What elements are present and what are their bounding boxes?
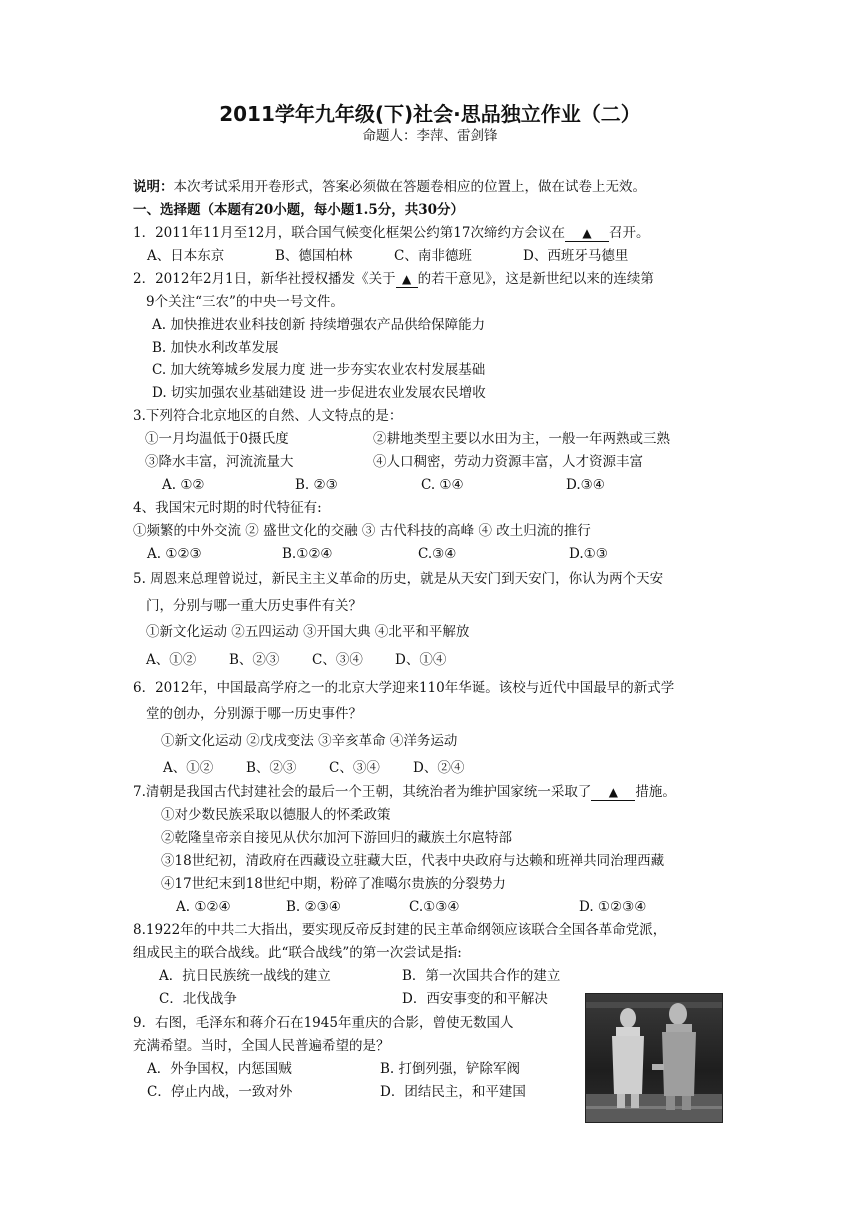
question-5-option-b: B、②③: [229, 652, 280, 668]
question-5-stem-line2: 门，分别与哪一重大历史事件有关？: [146, 598, 362, 614]
question-2-stem-text: 2．2012年2月1日，新华社授权播发《关于: [133, 271, 396, 287]
instruction-label: 说明：: [133, 179, 174, 195]
question-6-items: ①新文化运动 ②戊戌变法 ③辛亥革命 ④洋务运动: [161, 733, 458, 749]
question-3-option-c: C. ①④: [421, 477, 464, 493]
question-4-option-a: A. ①②③: [147, 546, 202, 562]
question-7-option-a: A. ①②④: [176, 899, 231, 915]
question-6-option-c: C、③④: [329, 760, 380, 776]
question-2-option-b: B. 加快水利改革发展: [152, 340, 279, 356]
question-6-option-b: B、②③: [246, 760, 297, 776]
question-9-stem-line2: 充满希望。当时，全国人民普遍希望的是？: [133, 1038, 390, 1054]
question-3-option-d: D.③④: [566, 477, 605, 493]
question-1-option-b: B、德国柏林: [275, 248, 353, 264]
question-6-option-a: A、①②: [163, 760, 214, 776]
question-2-option-d: D. 切实加强农业基础建设 进一步促进农业发展农民增收: [152, 385, 486, 401]
question-6-stem-line2: 堂的创办，分别源于哪一历史事件？: [146, 706, 362, 722]
question-3-item-2: ②耕地类型主要以水田为主，一般一年两熟或三熟: [373, 431, 670, 447]
question-3-item-3: ③降水丰富，河流流量大: [145, 454, 294, 470]
question-4-option-c: C.③④: [418, 546, 457, 562]
question-7-item-2: ②乾隆皇帝亲自接见从伏尔加河下游回归的藏族土尔扈特部: [161, 830, 512, 846]
question-8-stem: 8.1922年的中共二大指出，要实现反帝反封建的民主革命纲领应该联合全国各革命党派，: [133, 922, 667, 938]
question-7-option-c: C.①③④: [409, 899, 460, 915]
question-1-option-c: C、南非德班: [394, 248, 472, 264]
section-heading: 一、选择题（本题有20小题，每小题1.5分，共30分）: [133, 202, 465, 218]
question-7-option-b: B. ②③④: [286, 899, 341, 915]
question-7-item-3: ③18世纪初，清政府在西藏设立驻藏大臣，代表中央政府与达赖和班禅共同治理西藏: [161, 853, 665, 869]
question-7-option-d: D. ①②③④: [579, 899, 647, 915]
question-3-option-b: B. ②③: [295, 477, 338, 493]
question-6-stem: 6．2012年，中国最高学府之一的北京大学迎来110年华诞。该校与近代中国最早的新式学: [133, 680, 675, 696]
question-2-option-a: A. 加快推进农业科技创新 持续增强农产品供给保障能力: [152, 317, 486, 333]
question-7-item-1: ①对少数民族采取以德服人的怀柔政策: [161, 807, 391, 823]
question-5-stem: 5. 周恩来总理曾说过，新民主主义革命的历史，就是从天安门到天安门，你认为两个天安: [133, 571, 664, 587]
question-9-option-d: D．团结民主，和平建国: [380, 1084, 526, 1100]
question-8-option-b: B．第一次国共合作的建立: [402, 968, 561, 984]
question-3-item-4: ④人口稠密，劳动力资源丰富，人才资源丰富: [373, 454, 643, 470]
instruction-text: 本次考试采用开卷形式，答案必须做在答题卷相应的位置上，做在试卷上无效。: [173, 179, 646, 195]
question-7-stem-end: 措施。: [635, 784, 676, 800]
instruction: [133, 178, 646, 196]
question-5-items: ①新文化运动 ②五四运动 ③开国大典 ④北平和平解放: [146, 624, 470, 640]
question-4-option-b: B.①②④: [282, 546, 333, 562]
question-2-stem-line2: 9个关注“三农”的中央一号文件。: [146, 294, 344, 310]
question-1-option-a: A、日本东京: [147, 248, 225, 264]
question-4-items: ①频繁的中外交流 ② 盛世文化的交融 ③ 古代科技的高峰 ④ 改土归流的推行: [133, 523, 591, 539]
question-1-option-d: D、西班牙马德里: [523, 248, 629, 264]
question-3-stem: 3.下列符合北京地区的自然、人文特点的是：: [133, 408, 403, 424]
question-8-option-c: C．北伐战争: [159, 991, 237, 1007]
author-line: 命题人：李萍、雷剑锋: [362, 128, 498, 144]
question-1-stem-text: 1．2011年11月至12月，联合国气候变化框架公约第17次缔约方会议在: [133, 225, 565, 241]
question-7-stem-text: 7.清朝是我国古代封建社会的最后一个王朝，其统治者为维护国家统一采取了: [133, 784, 592, 800]
answer-blank: ▲: [565, 225, 609, 242]
question-2-option-c: C. 加大统筹城乡发展力度 进一步夯实农业农村发展基础: [152, 362, 486, 378]
question-2-stem-text-2: 的若干意见》，这是新世纪以来的连续第: [417, 271, 654, 287]
answer-blank: ▲: [396, 271, 418, 288]
question-4-option-d: D.①③: [569, 546, 608, 562]
question-9-option-b: B. 打倒列强，铲除军阀: [380, 1061, 521, 1077]
question-4-stem: 4、我国宋元时期的时代特征有:: [133, 500, 322, 516]
question-5-option-d: D、①④: [395, 652, 447, 668]
page-title: 2011学年九年级(下)社会·思品独立作业（二）: [219, 102, 641, 126]
question-9-option-a: A．外争国权，内惩国贼: [147, 1061, 292, 1077]
question-7-item-4: ④17世纪末到18世纪中期，粉碎了准噶尔贵族的分裂势力: [161, 876, 506, 892]
question-3-item-1: ①一月均温低于0摄氏度: [145, 431, 289, 447]
question-5-option-a: A、①②: [146, 652, 197, 668]
question-9-option-c: C．停止内战，一致对外: [147, 1084, 293, 1100]
question-6-option-d: D、②④: [413, 760, 465, 776]
question-8-option-d: D．西安事变的和平解决: [402, 991, 548, 1007]
photo-illustration: [586, 994, 722, 1122]
question-2-stem: [133, 270, 654, 288]
answer-blank: ▲: [591, 784, 635, 801]
historical-photo: [585, 993, 723, 1123]
question-1-stem-end: 召开。: [608, 225, 650, 241]
question-1-stem: [133, 224, 649, 242]
question-8-option-a: A．抗日民族统一战线的建立: [159, 968, 331, 984]
question-8-stem-line2: 组成民主的联合战线。此“联合战线”的第一次尝试是指:: [133, 945, 462, 961]
question-9-stem: 9．右图，毛泽东和蒋介石在1945年重庆的合影，曾使无数国人: [133, 1015, 514, 1031]
question-5-option-c: C、③④: [312, 652, 363, 668]
question-3-option-a: A. ①②: [162, 477, 205, 493]
question-7-stem: [133, 783, 676, 801]
